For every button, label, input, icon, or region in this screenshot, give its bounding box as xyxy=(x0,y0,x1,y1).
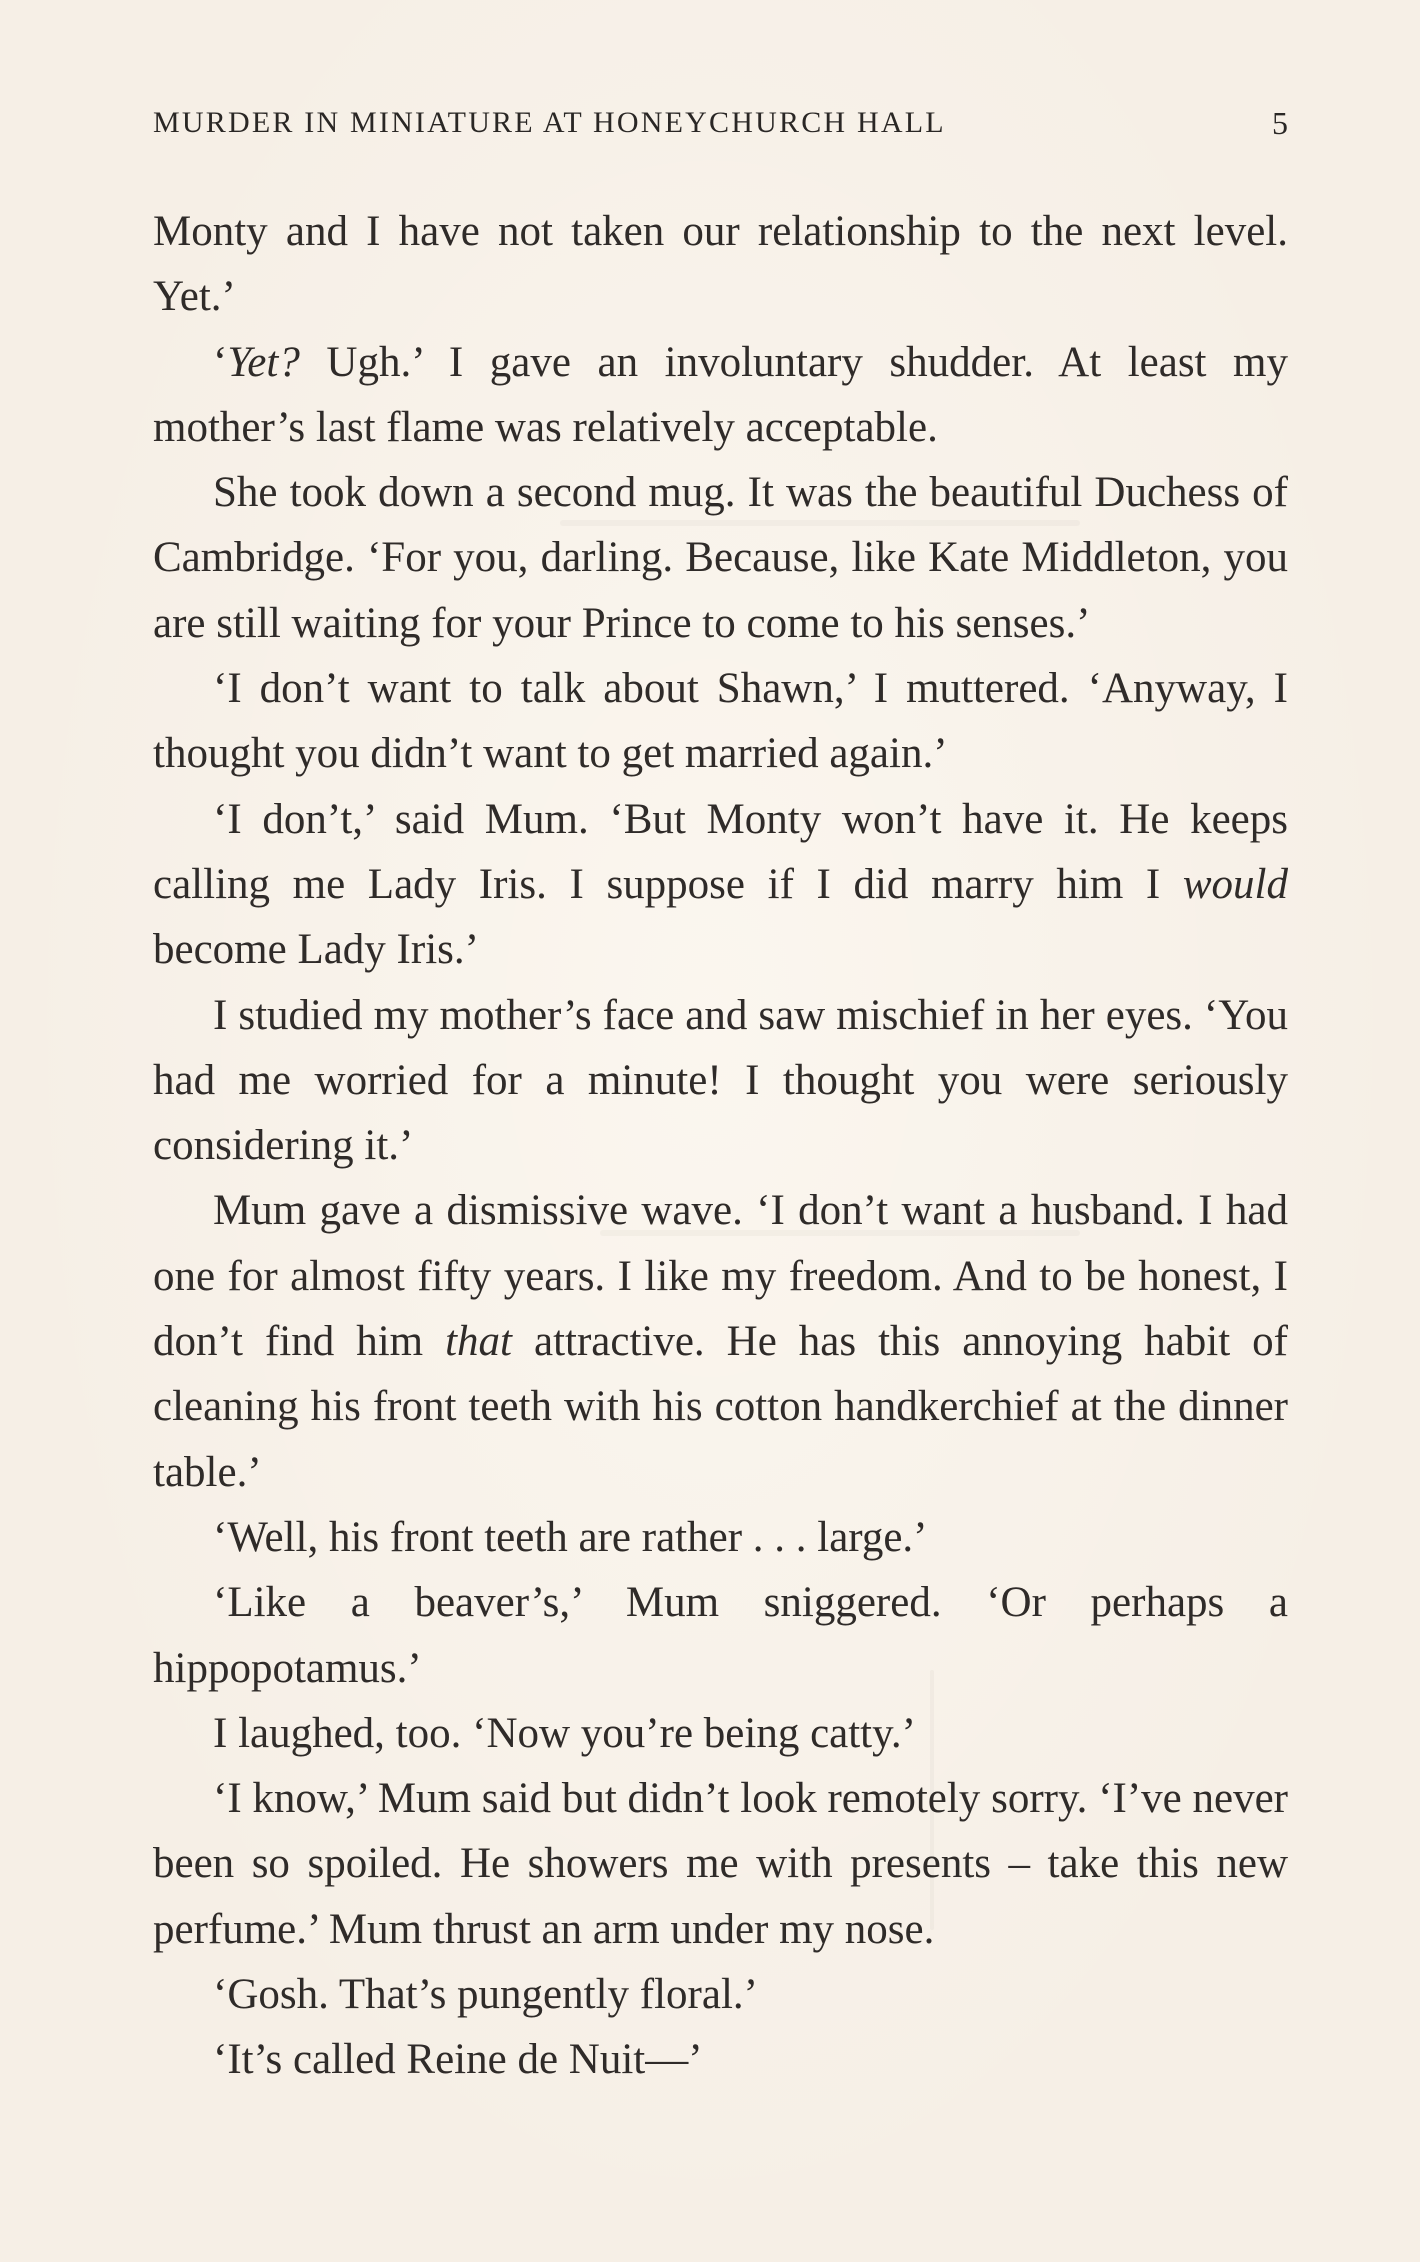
paragraph xyxy=(153,1766,1288,1962)
paragraph xyxy=(153,1178,1288,1504)
body-text xyxy=(153,199,1288,2093)
text-run: She took down a second mug. It was the beautiful Duchess of Cambridge. ‘For you, darling. Because, like Kate Middleton, you are still waiting for your Prince to come to his senses.’ xyxy=(153,469,1288,647)
paragraph xyxy=(153,1505,1288,1570)
text-run: ‘Gosh. That’s pungently floral.’ xyxy=(213,1971,758,2019)
italic-text: that xyxy=(445,1318,512,1366)
italic-text: Yet? xyxy=(227,338,300,386)
text-run: attractive. He has this annoying habit of cleaning his front teeth with his cotton handkerchief at the dinner table.’ xyxy=(153,1318,1288,1496)
text-run: I studied my mother’s face and saw mischief in her eyes. ‘You had me worried for a minute! I thought you were seriously considering it.’ xyxy=(153,991,1288,1170)
paragraph xyxy=(153,983,1288,1179)
paragraph xyxy=(153,460,1288,656)
paragraph xyxy=(153,1570,1288,1701)
text-run: Mum gave a dismissive wave. ‘I don’t want a husband. I had one for almost fifty years. I like my freedom. And to be honest, I don’t find him xyxy=(153,1187,1288,1366)
paragraph xyxy=(153,656,1288,787)
paragraph xyxy=(153,2027,1288,2092)
text-run: ‘ xyxy=(213,338,228,386)
paragraph xyxy=(153,330,1288,461)
running-title: MURDER IN MINIATURE AT HONEYCHURCH HALL xyxy=(153,106,946,139)
text-run: ‘Like a beaver’s,’ Mum sniggered. ‘Or perhaps a hippopotamus.’ xyxy=(153,1579,1288,1692)
text-run: ‘I don’t want to talk about Shawn,’ I muttered. ‘Anyway, I thought you didn’t want to get married again.’ xyxy=(153,665,1288,778)
page-header xyxy=(153,103,1288,143)
text-run: become Lady Iris.’ xyxy=(153,926,479,974)
text-run: Monty and I have not taken our relationship to the next level. Yet.’ xyxy=(153,208,1288,321)
paragraph xyxy=(153,199,1288,330)
text-run: ‘It’s called Reine de Nuit—’ xyxy=(213,2036,703,2084)
paragraph xyxy=(153,1701,1288,1766)
italic-text: would xyxy=(1182,860,1288,908)
paragraph xyxy=(153,787,1288,983)
page-number: 5 xyxy=(1272,105,1288,141)
paragraph xyxy=(153,1962,1288,2027)
text-run: Ugh.’ I gave an involuntary shudder. At least my mother’s last flame was relatively acceptable. xyxy=(153,338,1288,451)
text-run: ‘I don’t,’ said Mum. ‘But Monty won’t have it. He keeps calling me Lady Iris. I suppose if I did marry him I xyxy=(153,795,1288,908)
text-run: ‘I know,’ Mum said but didn’t look remotely sorry. ‘I’ve never been so spoiled. He showers me with presents – take this new perfume.’ Mum thrust an arm under my nose. xyxy=(153,1775,1288,1953)
text-run: I laughed, too. ‘Now you’re being catty.’ xyxy=(213,1709,916,1757)
text-run: ‘Well, his front teeth are rather . . . large.’ xyxy=(213,1513,928,1561)
